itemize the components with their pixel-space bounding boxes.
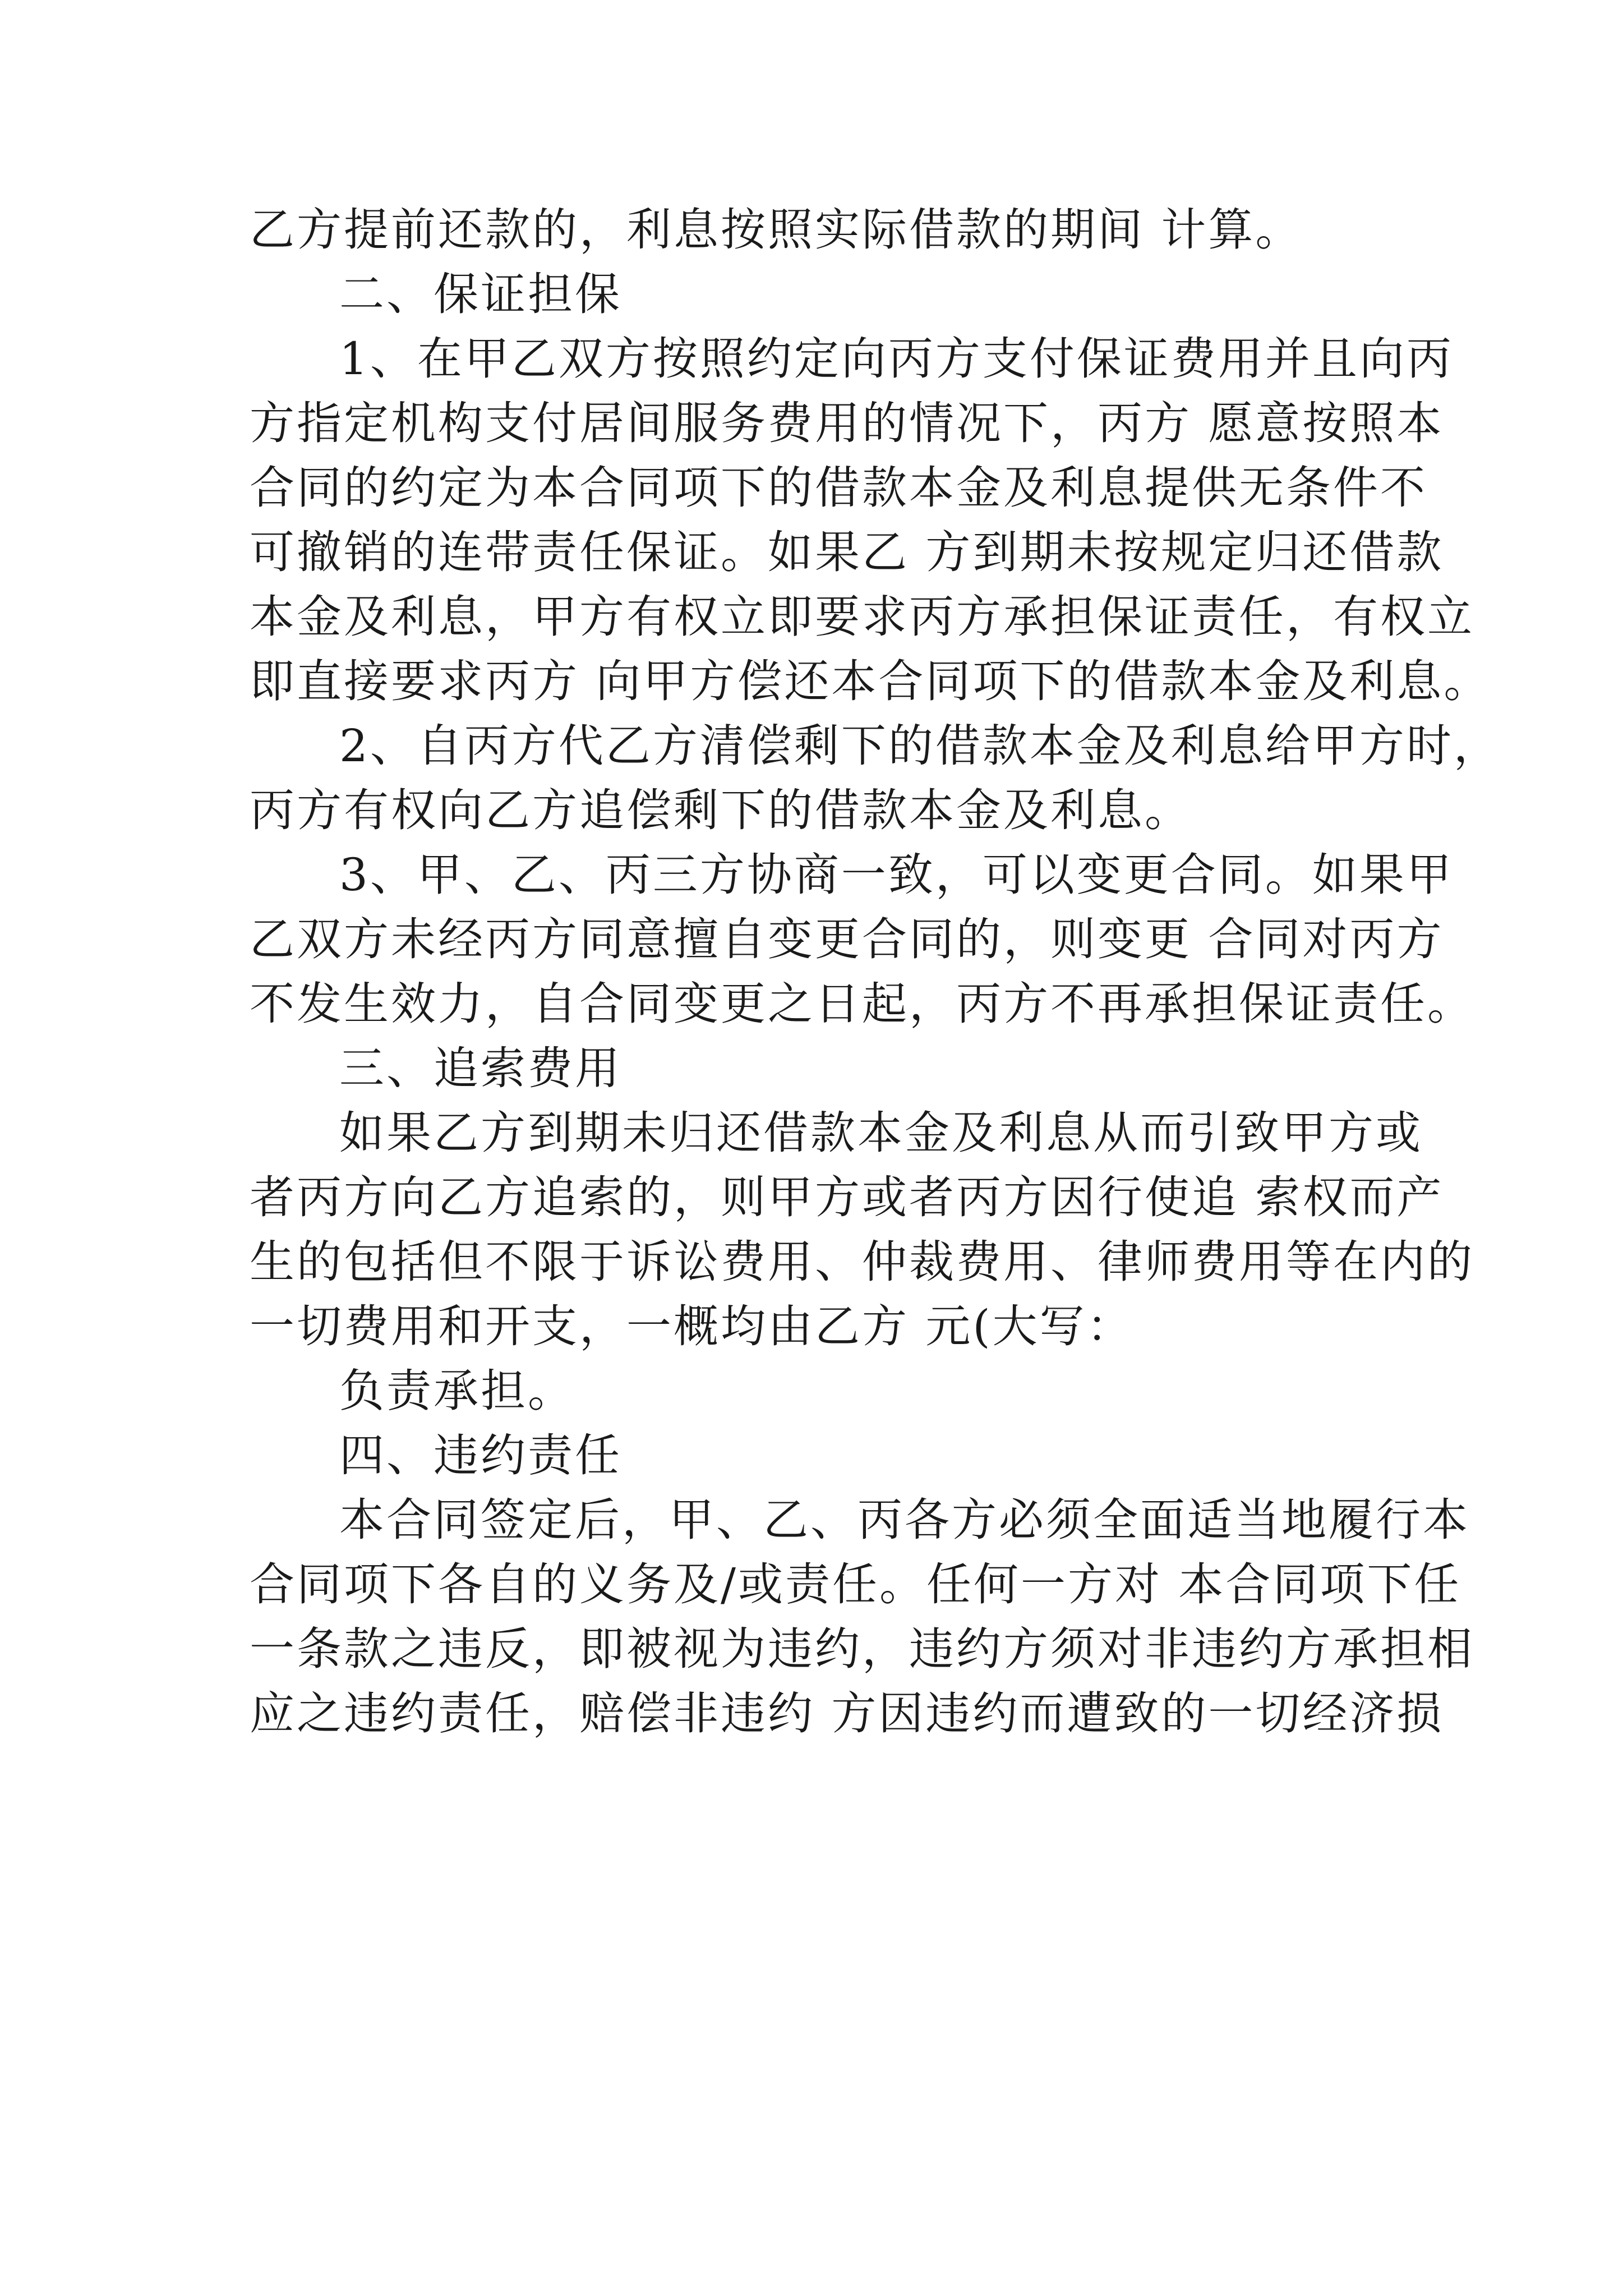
text-line: 3、甲、乙、丙三方协商一致，可以变更合同。如果甲 [339,849,1454,901]
text-line: 不发生效力，自合同变更之日起，丙方不再承担保证责任。 [250,978,1474,1030]
text-line: 乙双方未经丙方同意擅自变更合同的，则变更 合同对丙方 [250,913,1444,965]
text-line: 合同的约定为本合同项下的借款本金及利息提供无条件不 [250,462,1427,514]
text-line: 1、在甲乙双方按照约定向丙方支付保证费用并且向丙 [339,333,1454,385]
section-heading-guarantee: 二、保证担保 [339,268,622,320]
section-heading-breach-liability: 四、违约责任 [339,1429,622,1481]
text-line: 本金及利息，甲方有权立即要求丙方承担保证责任，有权立 [250,591,1474,643]
text-line: 合同项下各自的义务及/或责任。任何一方对 本合同项下任 [250,1558,1461,1611]
text-line: 即直接要求丙方 向甲方偿还本合同项下的借款本金及利息。 [250,655,1491,707]
text-line: 丙方有权向乙方追偿剩下的借款本金及利息。 [250,784,1192,836]
section-heading-recourse-costs: 三、追索费用 [339,1042,622,1094]
text-line: 负责承担。 [339,1365,575,1417]
text-line: 者丙方向乙方追索的，则甲方或者丙方因行使追 索权而产 [250,1171,1444,1223]
document-body [250,197,1501,1746]
text-line: 乙方提前还款的，利息按照实际借款的期间 计算。 [250,204,1303,256]
text-line: 2、自丙方代乙方清偿剩下的借款本金及利息给甲方时， [339,720,1501,772]
text-line: 本合同签定后，甲、乙、丙各方必须全面适当地履行本 [339,1494,1470,1546]
text-line: 应之违约责任，赔偿非违约 方因违约而遭致的一切经济损 [250,1687,1444,1740]
text-line: 如果乙方到期未归还借款本金及利息从而引致甲方或 [339,1107,1423,1159]
text-line: 一切费用和开支，一概均由乙方 元(大写： [250,1300,1134,1352]
text-line: 方指定机构支付居间服务费用的情况下，丙方 愿意按照本 [250,397,1444,449]
text-line: 生的包括但不限于诉讼费用、仲裁费用、律师费用等在内的 [250,1236,1474,1288]
text-line: 可撤销的连带责任保证。如果乙 方到期未按规定归还借款 [250,526,1444,578]
text-line: 一条款之违反，即被视为违约，违约方须对非违约方承担相 [250,1623,1474,1675]
